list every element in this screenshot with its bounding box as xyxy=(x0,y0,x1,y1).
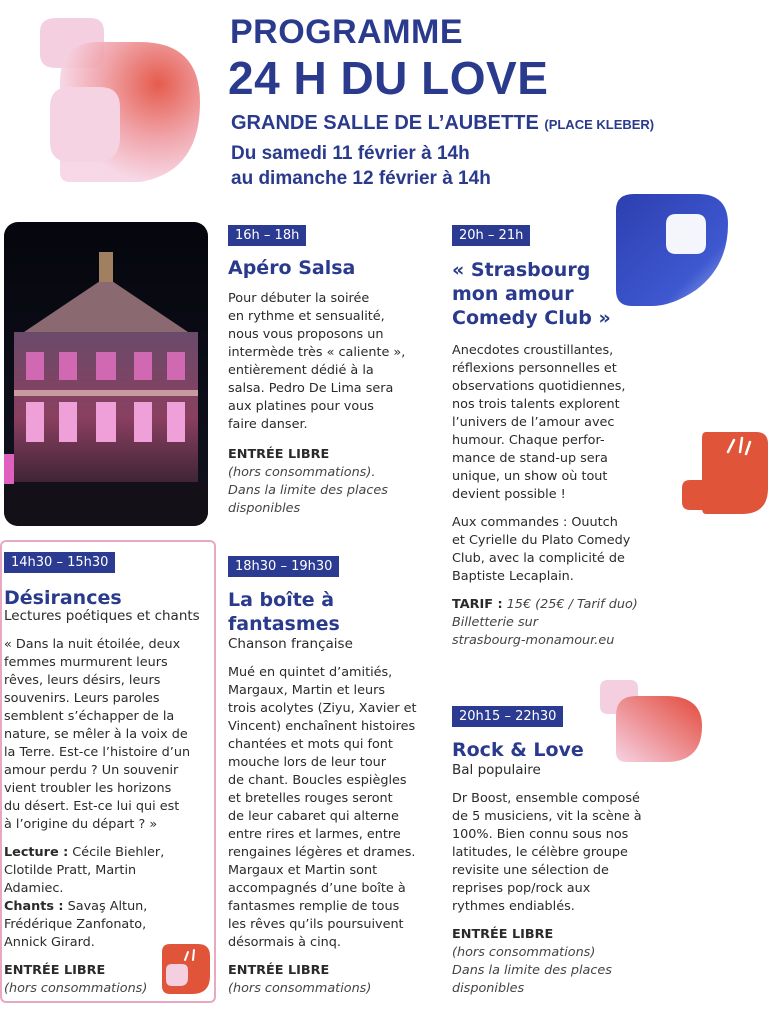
dates-line-2: au dimanche 12 février à 14h xyxy=(231,168,491,189)
time-badge-apero: 16h – 18h xyxy=(228,225,306,246)
blue-heart-icon xyxy=(612,190,732,310)
event-subtitle-boite: Chanson française xyxy=(228,636,353,652)
programme-label: PROGRAMME xyxy=(230,13,464,51)
event-body-boite: Mué en quintet d’amitiés, Margaux, Martin et leurs trois acolytes (Ziyu, Xavier et Vincent) enchaînent histoires chantées et mots qui font mouche lors de leur tour de chant. Boucles espiègles et bretelles rouges seront de leur cabaret qui alterne entre rires et larmes, entre rengaines légères et drames. Margaux et Martin sont accompagnés d’une boîte à fantasmes remplie de tous les rêves qu’ils poursuivent désormais à cinq. xyxy=(228,665,417,950)
time-badge-boite: 18h30 – 19h30 xyxy=(228,556,339,577)
event-body-rock: Dr Boost, ensemble composé de 5 musiciens, vit la scène à 100%. Bien connu sous nos latitudes, le célèbre groupe revisite une sélection de reprises pop/rock aux rythmes endiablés. xyxy=(452,791,642,914)
time-badge-comedy: 20h – 21h xyxy=(452,225,530,246)
event-main-title: 24 H DU LOVE xyxy=(228,52,549,104)
time-badge-desirances: 14h30 – 15h30 xyxy=(4,552,115,573)
venue-note: (PLACE KLEBER) xyxy=(544,117,655,132)
small-coral-heart-icon xyxy=(158,940,212,996)
venue-name: GRANDE SALLE DE L’AUBETTE xyxy=(231,112,539,134)
entry-info-boite: ENTRÉE LIBRE (hors consommations) xyxy=(228,963,372,996)
dates-line-1: Du samedi 11 février à 14h xyxy=(231,143,470,164)
entry-info-apero: ENTRÉE LIBRE (hors consommations). Dans la limite des places disponibles xyxy=(228,447,388,516)
heart-logo-icon xyxy=(30,12,210,192)
event-body-apero: Pour débuter la soirée en rythme et sensualité, nous vous proposons un intermède très « caliente », entièrement dédié à la salsa. Pedro De Lima sera aux platines pour vous faire danser. xyxy=(228,291,406,432)
event-hosts-comedy: Aux commandes : Ouutch et Cyrielle du Plato Comedy Club, avec la complicité de Baptiste Lecaplain. xyxy=(452,515,631,584)
coral-heart-icon xyxy=(676,428,768,520)
event-subtitle-desirances: Lectures poétiques et chants xyxy=(4,608,200,624)
building-illustration xyxy=(4,222,208,526)
entry-label: ENTRÉE LIBRE xyxy=(228,963,330,978)
aubette-facade-photo xyxy=(4,222,208,526)
event-body-desirances: « Dans la nuit étoilée, deux femmes murmurent leurs rêves, leurs désirs, leurs souvenirs. Leurs paroles semblent s’échapper de la nature, se mêler à la voix de la Terre. Est-ce l’histoire d’un amour perdu ? Un souvenir vient troubler les horizons du désert. Est-ce lui qui est à l’origine du départ ? » xyxy=(4,637,191,832)
ticket-url: strasbourg-monamour.eu xyxy=(452,633,615,648)
time-badge-rock: 20h15 – 22h30 xyxy=(452,706,563,727)
tarif-info-comedy: TARIF : 15€ (25€ / Tarif duo) Billetterie sur strasbourg-monamour.eu xyxy=(452,596,692,650)
event-body-comedy: Anecdotes croustillantes, réflexions personnelles et observations quotidiennes, nos trois talents explorent l’univers de l’amour avec humour. Chaque perfor- mance de stand-up sera unique, un show où tout devient possible ! xyxy=(452,343,626,502)
event-title-boite: La boîte à fantasmes xyxy=(228,589,340,635)
chants-label: Chants : xyxy=(4,899,64,914)
pink-heart-icon xyxy=(596,676,706,766)
entry-info-desirances: ENTRÉE LIBRE (hors consommations) xyxy=(4,963,148,996)
event-subtitle-rock: Bal populaire xyxy=(452,762,541,778)
event-title-desirances: Désirances xyxy=(4,587,122,609)
entry-label: ENTRÉE LIBRE xyxy=(452,927,554,942)
entry-info-rock: ENTRÉE LIBRE (hors consommations) Dans la limite des places disponibles xyxy=(452,927,612,996)
credits-desirances: Lecture : Cécile Biehler, Clotilde Pratt, Martin Adamiec. Chants : Savaş Altun, Frédérique Zanfonato, Annick Girard. xyxy=(4,845,165,950)
venue-line xyxy=(231,110,654,138)
tarif-label: TARIF : xyxy=(452,597,503,612)
event-title-comedy: « Strasbourg mon amour Comedy Club » xyxy=(452,259,611,329)
lecture-label: Lecture : xyxy=(4,845,69,860)
event-title-rock: Rock & Love xyxy=(452,739,584,761)
event-title-apero: Apéro Salsa xyxy=(228,257,356,279)
entry-label: ENTRÉE LIBRE xyxy=(228,447,330,462)
entry-label: ENTRÉE LIBRE xyxy=(4,963,106,978)
tarif-value: 15€ (25€ / Tarif duo) xyxy=(506,597,638,612)
